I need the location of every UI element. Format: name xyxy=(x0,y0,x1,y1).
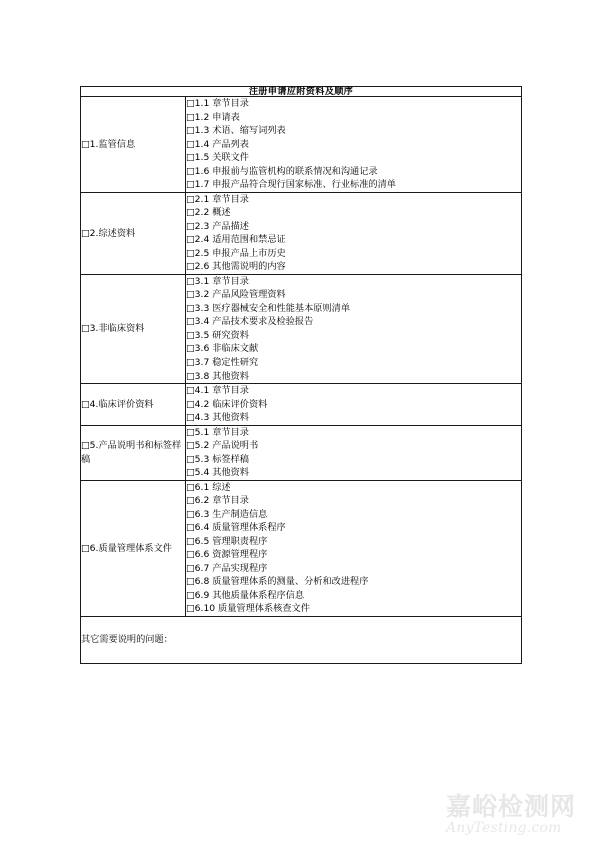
watermark xyxy=(446,793,596,836)
checklist-item[interactable]: □3.3 医疗器械安全和性能基本原则清单 xyxy=(186,302,351,314)
section-items-cell-6 xyxy=(186,480,522,616)
section-label-3: □3.非临床资料 xyxy=(81,323,145,335)
checklist-item[interactable]: □6.10 质量管理体系核查文件 xyxy=(186,603,310,615)
checklist-item[interactable]: □2.5 申报产品上市历史 xyxy=(186,247,286,259)
checklist-item[interactable]: □6.1 综述 xyxy=(186,481,231,493)
section-items-cell-2 xyxy=(186,192,522,274)
section-items-cell-5 xyxy=(186,425,522,480)
section-label-1: □1.监管信息 xyxy=(81,138,136,150)
checklist-item[interactable]: □1.5 关联文件 xyxy=(186,152,249,164)
table-notes-row xyxy=(81,616,522,663)
checklist-item[interactable]: □6.6 资源管理程序 xyxy=(186,549,268,561)
checklist-item[interactable]: □1.6 申报前与监管机构的联系情况和沟通记录 xyxy=(186,165,378,177)
checklist-item[interactable]: □2.4 适用范围和禁忌证 xyxy=(186,234,286,246)
checklist-item[interactable]: □1.2 申请表 xyxy=(186,111,240,123)
other-notes-cell[interactable] xyxy=(81,616,522,663)
section-items-cell-1 xyxy=(186,97,522,193)
checklist-item[interactable]: □1.7 申报产品符合现行国家标准、行业标准的清单 xyxy=(186,179,396,191)
checklist-item[interactable]: □3.1 章节目录 xyxy=(186,275,249,287)
checklist-item[interactable]: □3.5 研究资料 xyxy=(186,329,249,341)
checklist-item[interactable]: □5.4 其他资料 xyxy=(186,467,249,479)
section-category-cell-6[interactable] xyxy=(81,480,186,616)
page-title: 注册申请应附资料及顺序 xyxy=(81,87,522,97)
table-title-row xyxy=(81,87,522,97)
section-items-cell-4 xyxy=(186,384,522,426)
checklist-item[interactable]: □6.4 质量管理体系程序 xyxy=(186,522,286,534)
checklist-item[interactable]: □4.2 临床评价资料 xyxy=(186,398,268,410)
checklist-item[interactable]: □6.7 产品实现程序 xyxy=(186,562,268,574)
section-category-cell-3[interactable] xyxy=(81,274,186,383)
table-row xyxy=(81,384,522,426)
checklist-item[interactable]: □6.8 质量管理体系的测量、分析和改进程序 xyxy=(186,576,369,588)
section-category-cell-2[interactable] xyxy=(81,192,186,274)
checklist-item[interactable]: □2.2 概述 xyxy=(186,207,231,219)
table-row xyxy=(81,192,522,274)
checklist-item[interactable]: □3.8 其他资料 xyxy=(186,370,249,382)
checklist-item[interactable]: □1.3 术语、缩写词列表 xyxy=(186,125,286,137)
checklist-item[interactable]: □6.2 章节目录 xyxy=(186,495,249,507)
section-label-4: □4.临床评价资料 xyxy=(81,398,154,410)
checklist-item[interactable]: □3.7 稳定性研究 xyxy=(186,357,259,368)
checklist-item[interactable]: □2.3 产品描述 xyxy=(186,220,249,232)
checklist-item[interactable]: □4.3 其他资料 xyxy=(186,412,249,424)
registration-materials-table xyxy=(80,86,522,664)
checklist-item[interactable]: □5.3 标签样稿 xyxy=(186,453,249,465)
watermark-english: AnyTesting.com xyxy=(446,820,562,836)
table-row xyxy=(81,274,522,383)
checklist-item[interactable]: □3.4 产品技术要求及检验报告 xyxy=(186,316,314,328)
checklist-item[interactable]: □4.1 章节目录 xyxy=(186,385,249,397)
section-label-2: □2.综述资料 xyxy=(81,227,136,239)
checklist-item[interactable]: □3.2 产品风险管理资料 xyxy=(186,289,286,301)
checklist-item[interactable]: □6.9 其他质量体系程序信息 xyxy=(186,589,305,601)
section-items-cell-3 xyxy=(186,274,522,383)
section-label-6: □6.质量管理体系文件 xyxy=(81,542,172,554)
checklist-item[interactable]: □1.4 产品列表 xyxy=(186,138,249,150)
checklist-item[interactable]: □1.1 章节目录 xyxy=(186,98,249,110)
table-row xyxy=(81,480,522,616)
watermark-chinese: 嘉峪检测网 xyxy=(446,792,577,821)
checklist-item[interactable]: □5.1 章节目录 xyxy=(186,426,249,438)
section-category-cell-1[interactable] xyxy=(81,97,186,193)
checklist-item[interactable]: □2.6 其他需说明的内容 xyxy=(186,261,286,273)
section-category-cell-4[interactable] xyxy=(81,384,186,426)
checklist-item[interactable]: □6.5 管理职责程序 xyxy=(186,535,268,547)
section-category-cell-5[interactable] xyxy=(81,425,186,480)
checklist-item[interactable]: □2.1 章节目录 xyxy=(186,193,249,205)
section-label-5: □5.产品说明书和标签样稿 xyxy=(81,440,182,465)
checklist-item[interactable]: □5.2 产品说明书 xyxy=(186,440,259,452)
checklist-item[interactable]: □6.3 生产制造信息 xyxy=(186,508,268,520)
checklist-item[interactable]: □3.6 非临床文献 xyxy=(186,343,259,355)
table-row xyxy=(81,425,522,480)
table-row xyxy=(81,97,522,193)
other-notes-label: 其它需要说明的问题： xyxy=(81,633,173,645)
